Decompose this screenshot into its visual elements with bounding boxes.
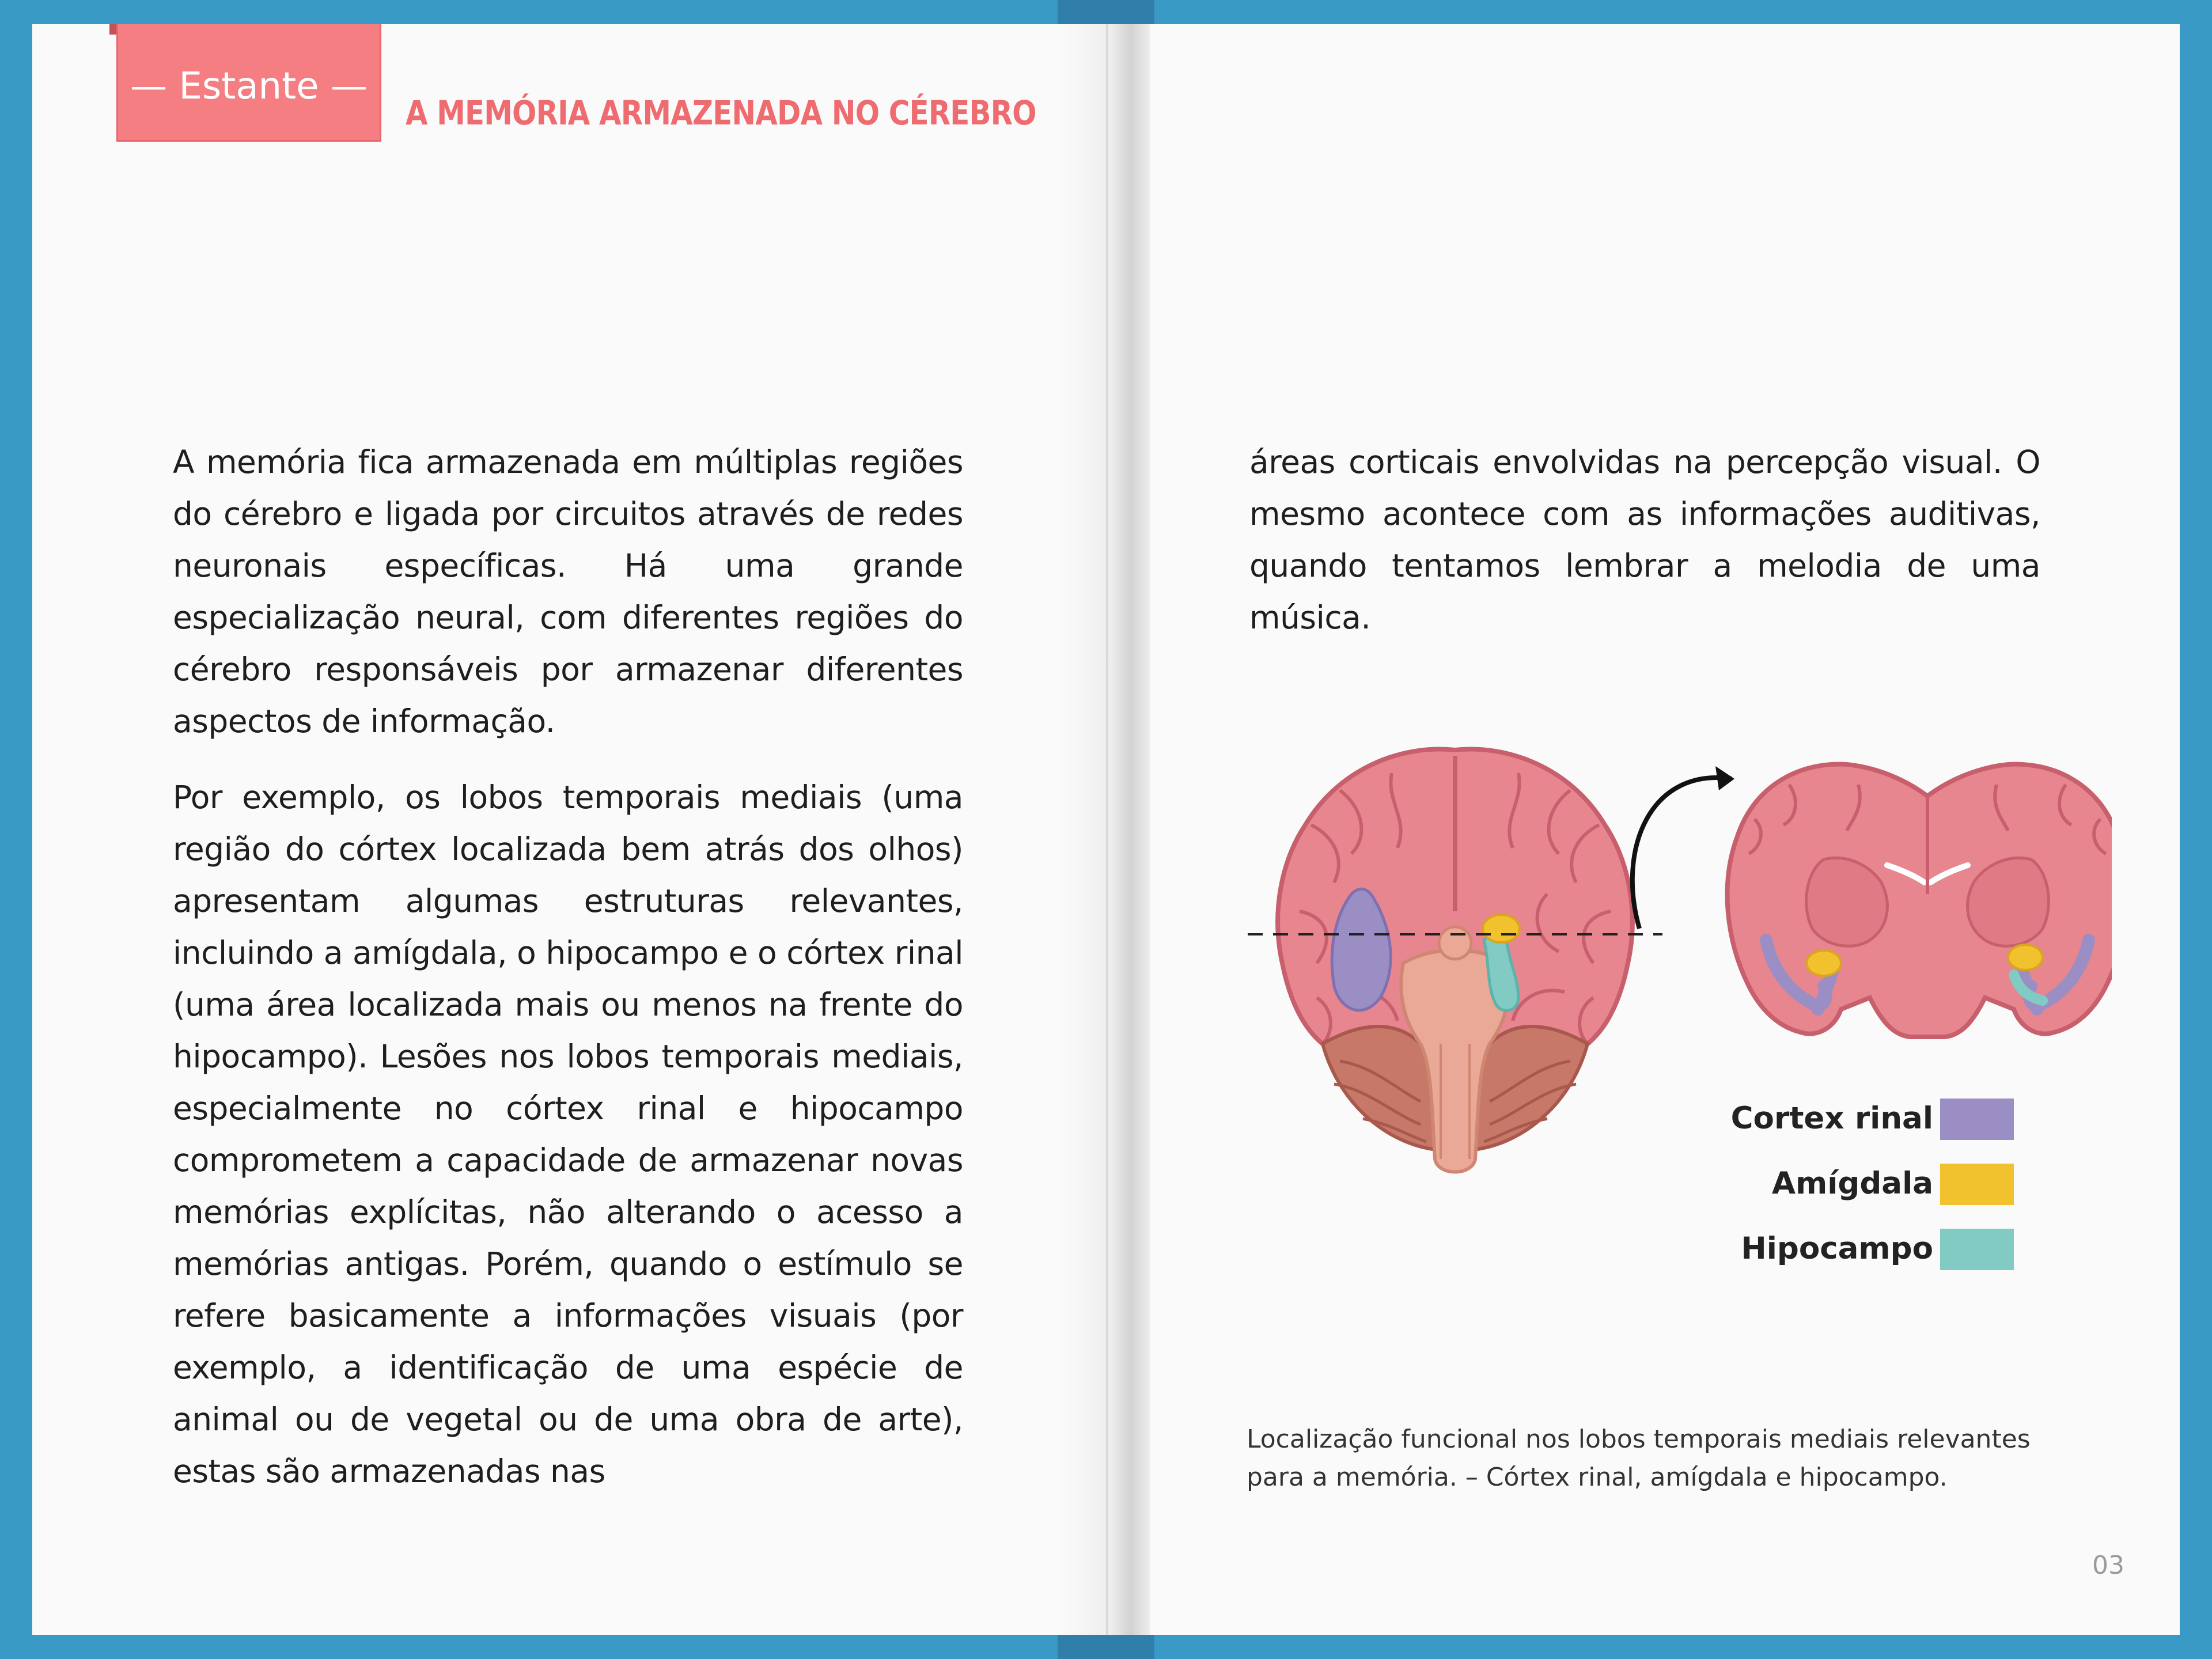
left-paragraph-1: A memória fica armazenada em múltiplas regiões do cérebro e ligada por circuitos através de redes neuronais específicas. Há uma grande especialização neural, com diferentes regiões do cérebro responsáveis por armazenar diferentes aspectos de informação.	[173, 444, 963, 740]
estante-tab[interactable]	[116, 24, 381, 142]
legend-label: Hipocampo	[1741, 1231, 1933, 1266]
section-title: A MEMÓRIA ARMAZENADA NO CÉREBRO	[406, 93, 1036, 132]
estante-tab-label: — Estante —	[130, 65, 368, 108]
legend-swatch-teal	[1940, 1229, 2014, 1270]
legend-label: Amígdala	[1772, 1166, 1933, 1201]
book-spine-bottom	[1058, 1635, 1154, 1659]
caption-line-1: Localização funcional nos lobos temporais mediais relevantes	[1247, 1425, 2031, 1454]
page-number: 03	[2092, 1551, 2124, 1580]
figure-caption	[1247, 1421, 2053, 1497]
caption-line-2: para a memória. – Córtex rinal, amígdala e hipocampo.	[1247, 1463, 1948, 1492]
left-paragraph-2: Por exemplo, os lobos temporais mediais (uma região do córtex localizada bem atrás dos olhos) apresentam algumas estruturas relevantes, incluindo a amígdala, o hipocampo e o córtex rinal (uma área localizada mais ou menos na frente do hipocampo). Lesões nos lobos temporais mediais, especialmente no córtex rinal e hipocampo comprometem a capacidade de armazenar novas memórias explícitas, não alterando o acesso a memórias antigas. Porém, quando o estímulo se refere basicamente a informações visuais (por exemplo, a identificação de uma espécie de animal ou de vegetal ou de uma obra de arte), estas são armazenadas nas	[173, 779, 963, 1490]
legend-label: Cortex rinal	[1730, 1101, 1933, 1136]
right-paragraph-1: áreas corticais envolvidas na percepção visual. O mesmo acontece com as informações auditivas, quando tentamos lembrar a melodia de uma música.	[1249, 444, 2040, 636]
open-book	[32, 24, 2180, 1635]
left-page-body	[173, 436, 963, 1497]
legend-item-amigdala	[1628, 1161, 2031, 1226]
legend-swatch-yellow	[1940, 1164, 2014, 1205]
brain-coronal-slice	[1728, 764, 2112, 1037]
book-spine-top	[1058, 0, 1154, 24]
legend-swatch-purple	[1940, 1099, 2014, 1140]
legend-item-cortex-rinal	[1628, 1096, 2031, 1161]
legend-item-hipocampo	[1628, 1226, 2031, 1291]
page-gutter-line	[1106, 24, 1108, 1635]
figure-legend	[1628, 1096, 2031, 1291]
right-page-body	[1249, 436, 2040, 643]
brain-ventral-view	[1248, 749, 1662, 1172]
